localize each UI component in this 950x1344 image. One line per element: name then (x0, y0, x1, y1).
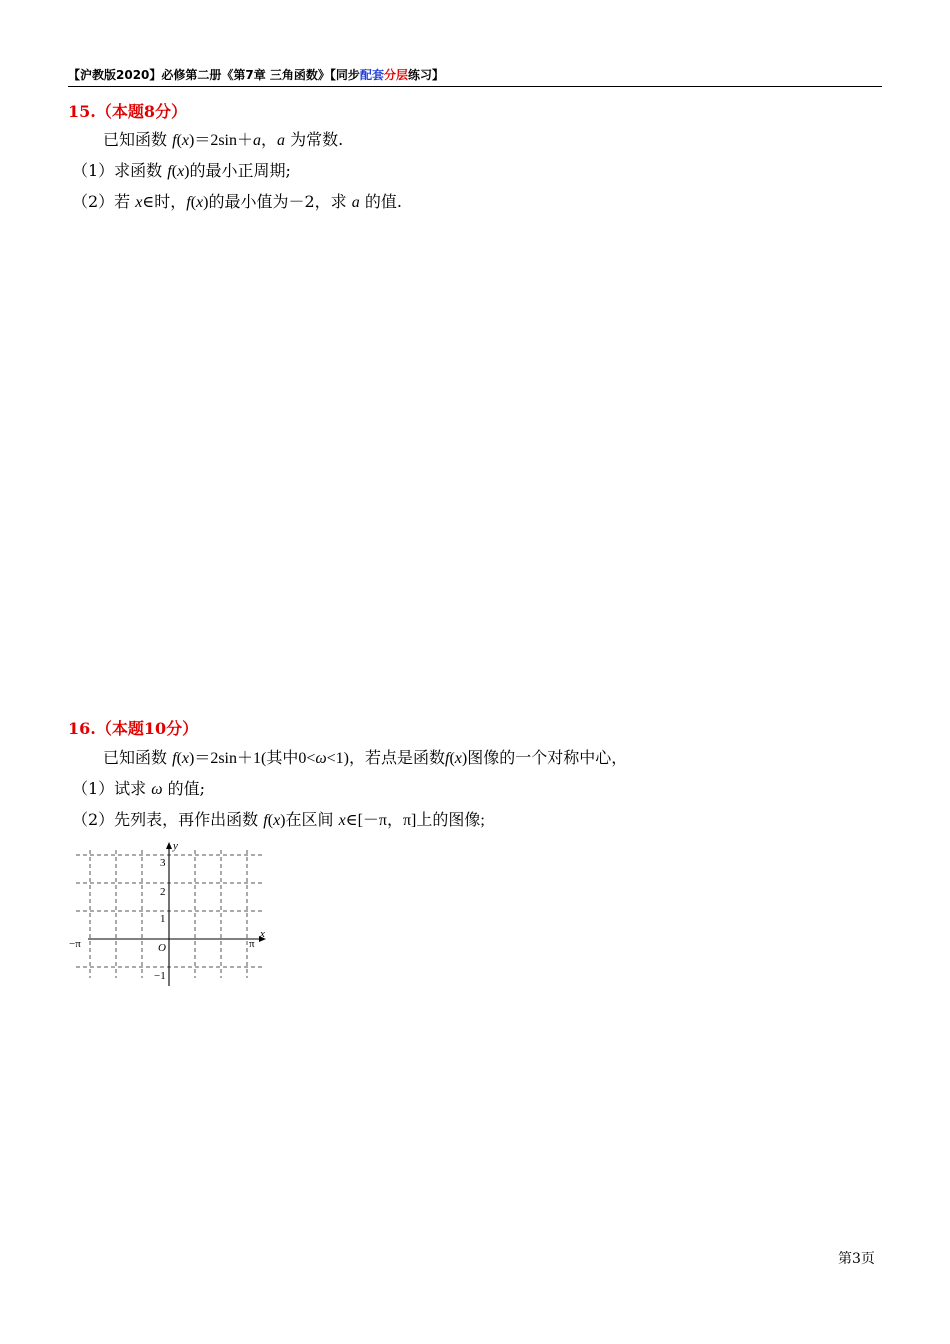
origin-label: O (158, 942, 166, 954)
q16-stem: 已知函数 f(x)＝2sin＋1(其中0<ω<1)，若点是函数f(x)图像的一个对称中心， (103, 748, 628, 767)
q15-part1: （1）求函数 f(x)的最小正周期; (72, 161, 291, 180)
q16-part1: （1）试求 ω 的值; (72, 779, 206, 798)
y-axis-arrow (166, 842, 172, 849)
page-header (68, 66, 882, 87)
q15-stem: 已知函数 f(x)＝2sin＋a，a 为常数. (103, 130, 344, 149)
header-text-end: 练习】 (407, 68, 444, 82)
tick-label-1: 1 (160, 913, 166, 925)
header-highlight-red: 分层 (383, 68, 408, 82)
q16-part2: （2）先列表，再作出函数 f(x)在区间 x∈[－π，π]上的图像; (72, 810, 485, 829)
x-axis-label: x (260, 928, 265, 940)
q15-part2: （2）若 x∈时，f(x)的最小值为－2，求 a 的值. (72, 192, 402, 211)
header-highlight-blue: 配套 (359, 68, 384, 82)
header-text: 【沪教版2020】必修第二册《第7章 三角函数》【同步 (68, 68, 360, 82)
q15-title: 15.（本题8分） (68, 102, 187, 121)
q16-title: 16.（本题10分） (68, 719, 199, 738)
tick-label-neg1: −1 (154, 970, 166, 982)
tick-label-2: 2 (160, 886, 166, 898)
tick-label-3: 3 (160, 857, 166, 869)
y-axis-label: y (173, 840, 178, 852)
tick-label-pi: π (249, 938, 255, 950)
page-number: 第3页 (838, 1251, 875, 1267)
tick-label-neg-pi: −π (69, 938, 81, 950)
coordinate-grid (66, 838, 276, 990)
